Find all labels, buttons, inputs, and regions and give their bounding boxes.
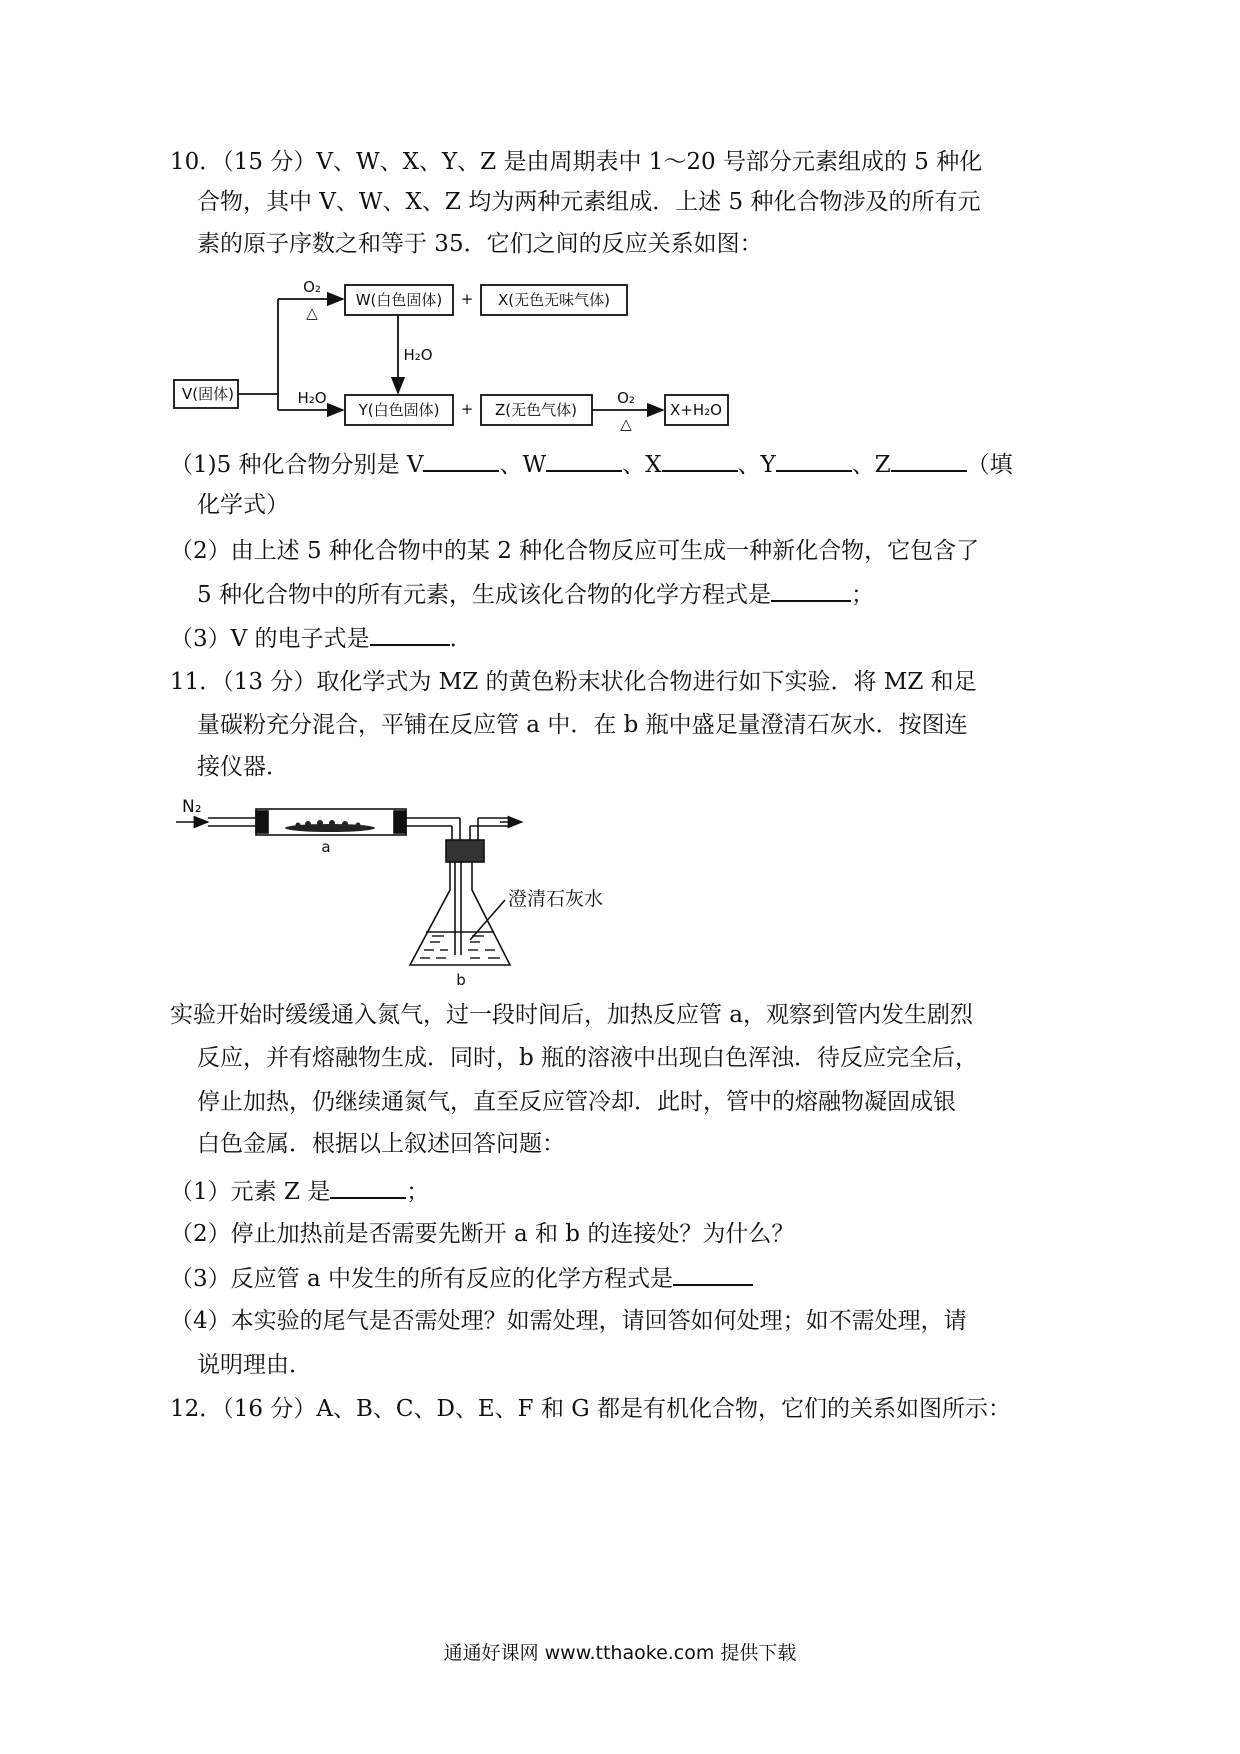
- plus-bottom: +: [460, 400, 474, 418]
- q10-line-1: 10．（15 分）V、W、X、Y、Z 是由周期表中 1～20 号部分元素组成的 5 种化: [170, 149, 983, 175]
- answer-blank-y[interactable]: [776, 448, 852, 472]
- q11-line-3: 接仪器．: [197, 754, 289, 780]
- q11-sub2: （2）停止加热前是否需要先断开 a 和 b 的连接处？为什么？: [170, 1221, 795, 1247]
- q11-line-2: 量碳粉充分混合，平铺在反应管 a 中．在 b 瓶中盛足量澄清石灰水．按图连: [197, 712, 968, 738]
- q11-sub4-line-1: （4）本实验的尾气是否需处理？如需处理，请回答如何处理；如不需处理，请: [170, 1308, 967, 1334]
- q11-sub3: （3）反应管 a 中发生的所有反应的化学方程式是: [170, 1262, 753, 1294]
- q10-line-3: 素的原子序数之和等于 35．它们之间的反应关系如图：: [197, 231, 763, 257]
- plus-top: +: [460, 290, 474, 308]
- answer-blank-electron[interactable]: [370, 622, 450, 646]
- q11-sub4-line-2: 说明理由．: [197, 1352, 312, 1378]
- n2-label: N₂: [182, 797, 202, 817]
- h2o-middle-label: H₂O: [403, 346, 433, 364]
- q11-line-1: 11．（13 分）取化学式为 MZ 的黄色粉末状化合物进行如下实验．将 MZ 和足: [170, 669, 977, 695]
- answer-blank-element-z[interactable]: [330, 1175, 406, 1199]
- y-label: Y(白色固体): [358, 401, 440, 419]
- o2-right-label: O₂: [617, 389, 635, 407]
- q10-sub1: （1)5 种化合物分别是 V 、W 、X 、Y 、Z （填: [170, 448, 1013, 480]
- answer-blank-reactions[interactable]: [673, 1262, 753, 1286]
- q10-sub2-line-2: 5 种化合物中的所有元素，生成该化合物的化学方程式是 ；: [197, 578, 874, 610]
- h2o-bottom-label: H₂O: [297, 389, 327, 407]
- q12-line-1: 12．（16 分）A、B、C、D、E、F 和 G 都是有机化合物，它们的关系如图所示：: [170, 1396, 1011, 1422]
- z-label: Z(无色气体): [495, 401, 577, 419]
- answer-blank-equation[interactable]: [771, 578, 851, 602]
- q10-sub1-line-2: 化学式）: [197, 492, 289, 518]
- answer-blank-z[interactable]: [891, 448, 967, 472]
- q10-sub2-line-1: （2）由上述 5 种化合物中的某 2 种化合物反应可生成一种新化合物，它包含了: [170, 538, 980, 564]
- v-label: V(固体): [182, 385, 234, 403]
- w-label: W(白色固体): [355, 291, 443, 309]
- delta-top-label: △: [306, 304, 318, 322]
- powder: [285, 820, 375, 832]
- q10-line-2: 合物，其中 V、W、X、Z 均为两种元素组成．上述 5 种化合物涉及的所有元: [197, 189, 981, 215]
- limewater-label: 澄清石灰水: [508, 888, 604, 910]
- q11-paragraph-1: 实验开始时缓缓通入氮气，过一段时间后，加热反应管 a，观察到管内发生剧烈: [170, 1002, 974, 1028]
- q10-sub3: （3）V 的电子式是 ．: [170, 622, 473, 654]
- x-label: X(无色无味气体): [498, 291, 610, 309]
- delta-right-label: △: [620, 415, 632, 433]
- q11-paragraph-3: 停止加热，仍继续通氮气，直至反应管冷却．此时，管中的熔融物凝固成银: [197, 1089, 956, 1115]
- tube-a-label: a: [321, 838, 331, 856]
- answer-blank-x[interactable]: [662, 448, 738, 472]
- xh2o-label: X+H₂O: [670, 401, 722, 419]
- flask-b-label: b: [456, 971, 466, 989]
- page-footer: 通通好课网 www.tthaoke.com 提供下载: [443, 1642, 797, 1664]
- q11-paragraph-4: 白色金属．根据以上叙述回答问题：: [197, 1131, 565, 1157]
- liquid-hatching: [420, 936, 500, 958]
- answer-blank-v[interactable]: [423, 448, 499, 472]
- q11-paragraph-2: 反应，并有熔融物生成．同时，b 瓶的溶液中出现白色浑浊．待反应完全后，: [197, 1045, 979, 1071]
- o2-top-label: O₂: [303, 278, 321, 296]
- q11-sub1: （1）元素 Z 是 ；: [170, 1175, 429, 1207]
- answer-blank-w[interactable]: [546, 448, 622, 472]
